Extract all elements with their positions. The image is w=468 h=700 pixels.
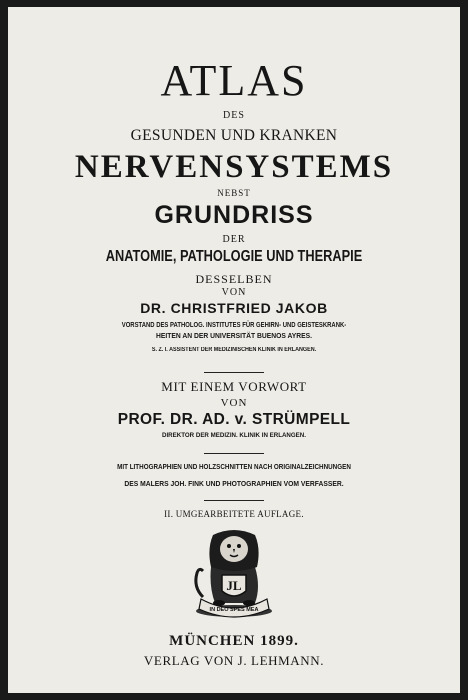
title-topics: ANATOMIE, PATHOLOGIE UND THERAPIE [105, 248, 363, 265]
illustrations-line-2: DES MALERS JOH. FINK UND PHOTOGRAPHIEN VOM VERFASSER. [124, 479, 344, 488]
book-title: ATLAS [160, 56, 308, 105]
title-von-1: VON [221, 287, 247, 298]
divider-2 [204, 453, 264, 454]
author-name: DR. CHRISTFRIED JAKOB [140, 300, 328, 316]
title-grundriss: GRUNDRISS [154, 201, 314, 229]
title-des: DES [223, 110, 245, 121]
place-and-year: MÜNCHEN 1899. [169, 633, 299, 649]
foreword-author: PROF. DR. AD. v. STRÜMPELL [117, 411, 351, 428]
emblem-motto: IN DEO SPES MEA [209, 607, 259, 613]
author-role-line-3: S. Z. I. ASSISTENT DER MEDIZINISCHEN KLINIK IN ERLANGEN. [151, 347, 317, 353]
divider-3 [204, 500, 264, 501]
title-main-word: NERVENSYSTEMS [74, 149, 394, 185]
svg-text:JL: JL [226, 578, 242, 593]
illustrations-line-1: MIT LITHOGRAPHIEN UND HOLZSCHNITTEN NACH ORIGINALZEICHNUNGEN [117, 462, 351, 471]
divider-1 [204, 372, 264, 373]
foreword-author-role: DIREKTOR DER MEDIZIN. KLINIK IN ERLANGEN. [162, 432, 306, 439]
title-page [8, 7, 460, 693]
title-nebst: NEBST [217, 188, 251, 198]
publisher-line: VERLAG VON J. LEHMANN. [143, 653, 325, 668]
foreword-line: MIT EINEM VORWORT [161, 379, 307, 394]
edition-line: II. UMGEARBEITETE AUFLAGE. [164, 509, 304, 519]
author-role-line-1: VORSTAND DES PATHOLOG. INSTITUTES FÜR GEHIRN- UND GEISTESKRANK- [121, 320, 347, 329]
title-von-2: VON [220, 397, 248, 409]
publisher-lion-emblem-icon [189, 527, 279, 619]
title-desselben: DESSELBEN [195, 272, 273, 286]
title-der: DER [222, 234, 246, 245]
title-subtitle: GESUNDEN UND KRANKEN [130, 127, 338, 144]
author-role-line-2: HEITEN AN DER UNIVERSITÄT BUENOS AYRES. [155, 331, 313, 340]
